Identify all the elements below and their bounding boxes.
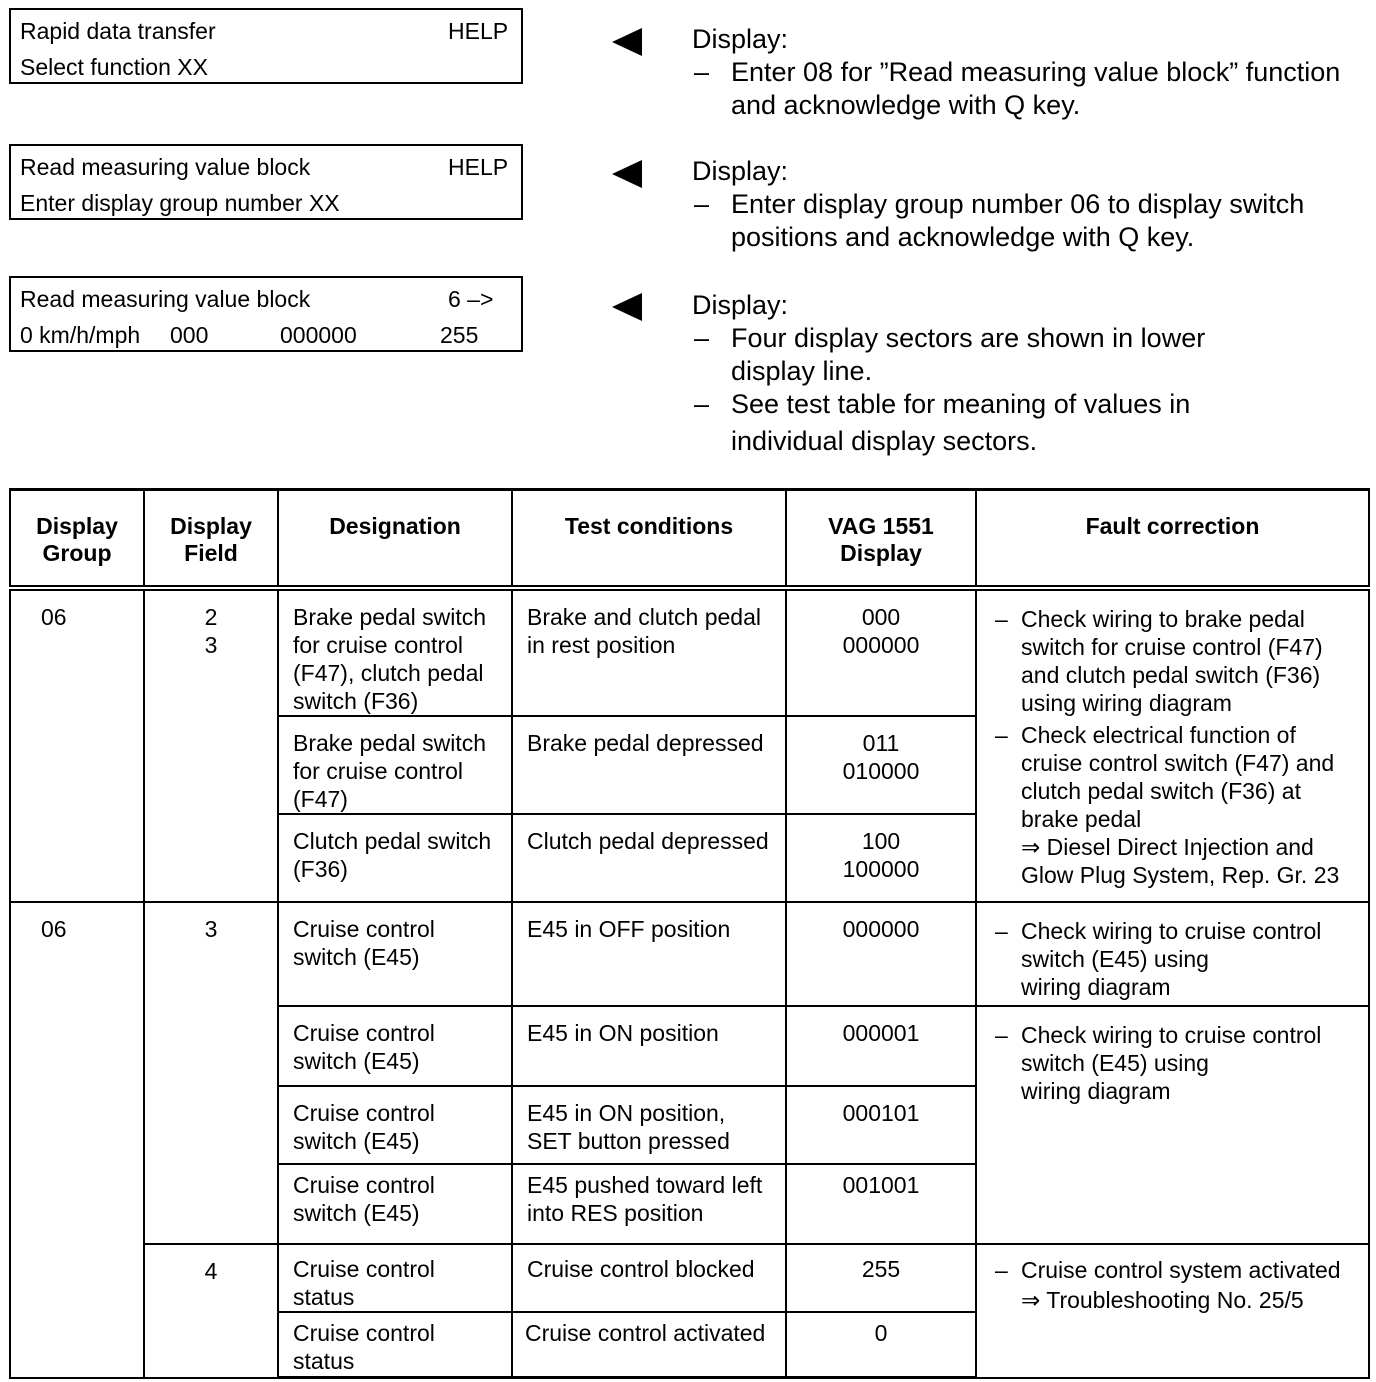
- header-display-group: Display Group: [10, 490, 144, 588]
- display-box-measuring-block: [9, 276, 523, 352]
- instruction-item: [692, 386, 1292, 460]
- cell-designation: Cruise control switch (E45): [278, 1006, 512, 1086]
- display-help: HELP: [448, 18, 509, 44]
- instruction-block-2: [692, 155, 1372, 254]
- instruction-text: See test table for meaning of values in individual display sectors.: [731, 389, 1191, 456]
- display-sector-4: 255: [440, 322, 479, 348]
- table-header-row: [10, 490, 1369, 588]
- instruction-text: Enter 08 for ”Read measuring value block” function and acknowledge with Q key.: [731, 57, 1341, 120]
- cell-fault-correction: [976, 1244, 1369, 1378]
- cell-test-condition: Clutch pedal depressed: [512, 814, 786, 902]
- table-row: [10, 588, 1369, 716]
- dash: –: [694, 389, 710, 419]
- instruction-item: [692, 188, 1372, 254]
- display-box-select-function: [9, 8, 523, 84]
- fault-item: – Check wiring to brake pedal switch for cruise control (F47) and clutch pedal switch (F36) using wiring diagram: [995, 605, 1323, 716]
- instruction-block-1: [692, 23, 1372, 122]
- cell-vag-display: 001001: [786, 1164, 976, 1244]
- cell-display-field: 4: [144, 1244, 278, 1378]
- cell-display-field: 2 3: [144, 588, 278, 902]
- cell-test-condition: Cruise control activated: [512, 1312, 786, 1378]
- fault-reference: ⇒ Diesel Direct Injection and Glow Plug System, Rep. Gr. 23: [1021, 833, 1340, 888]
- cell-designation: Brake pedal switch for cruise control (F47), clutch pedal switch (F36): [278, 588, 512, 716]
- instruction-item: [692, 56, 1372, 122]
- cell-vag-display: 011 010000: [786, 716, 976, 814]
- display-line2: Select function XX: [20, 54, 208, 80]
- table-row: [10, 902, 1369, 1006]
- cell-designation: Cruise control switch (E45): [278, 1086, 512, 1164]
- display-line1: Rapid data transfer: [20, 18, 216, 44]
- header-display-field: Display Field: [144, 490, 278, 588]
- dash: –: [694, 323, 710, 353]
- cell-designation: Cruise control status: [278, 1244, 512, 1312]
- cell-test-condition: Cruise control blocked: [512, 1244, 786, 1312]
- cell-fault-correction: [976, 902, 1369, 1006]
- instruction-block-3: [692, 289, 1292, 460]
- cell-fault-correction: [976, 588, 1369, 902]
- table-row: [10, 1244, 1369, 1312]
- instruction-item: [692, 322, 1292, 388]
- fault-item: – Check electrical function of cruise control switch (F47) and clutch pedal switch (F36) at brake pedal ⇒ Diesel Direct Injection and Glow Plug System, Rep. Gr. 23: [991, 721, 1360, 889]
- cell-test-condition: E45 in OFF position: [512, 902, 786, 1006]
- fault-item: – Check wiring to cruise control switch (E45) using wiring diagram: [995, 917, 1322, 1000]
- cell-designation: Cruise control switch (E45): [278, 1164, 512, 1244]
- instruction-heading: Display:: [692, 24, 789, 54]
- cell-display-group: 06: [10, 588, 144, 902]
- header-vag-display: VAG 1551 Display: [786, 490, 976, 588]
- cell-designation: Brake pedal switch for cruise control (F47): [278, 716, 512, 814]
- cell-test-condition: E45 in ON position, SET button pressed: [512, 1086, 786, 1164]
- cell-test-condition: Brake pedal depressed: [512, 716, 786, 814]
- dash: –: [694, 189, 710, 219]
- cell-vag-display: 000000: [786, 902, 976, 1006]
- display-line1: Read measuring value block: [20, 154, 311, 180]
- display-group-indicator: 6 –>: [448, 286, 494, 312]
- instruction-text: Four display sectors are shown in lower display line.: [731, 323, 1206, 386]
- cell-test-condition: Brake and clutch pedal in rest position: [512, 588, 786, 716]
- pointer-arrow-icon: [612, 160, 642, 188]
- cell-vag-display: 100 100000: [786, 814, 976, 902]
- pointer-arrow-icon: [612, 28, 642, 56]
- header-designation: Designation: [278, 490, 512, 588]
- instruction-heading: Display:: [692, 156, 789, 186]
- cell-fault-correction: [976, 1006, 1369, 1244]
- test-table: [9, 488, 1370, 1379]
- cell-vag-display: 000101: [786, 1086, 976, 1164]
- cell-display-group: 06: [10, 902, 144, 1378]
- display-line2: Enter display group number XX: [20, 190, 340, 216]
- cell-vag-display: 0: [786, 1312, 976, 1378]
- cell-designation: Cruise control status: [278, 1312, 512, 1378]
- fault-item: – Cruise control system activated ⇒ Troubleshooting No. 25/5: [995, 1256, 1341, 1313]
- cell-display-field: 3: [144, 902, 278, 1244]
- cell-vag-display: 255: [786, 1244, 976, 1312]
- cell-designation: Clutch pedal switch (F36): [278, 814, 512, 902]
- header-test-conditions: Test conditions: [512, 490, 786, 588]
- display-sector-3: 000000: [280, 322, 357, 348]
- fault-item: – Check wiring to cruise control switch (E45) using wiring diagram: [995, 1021, 1322, 1104]
- instruction-text: Enter display group number 06 to display switch positions and acknowledge with Q key.: [731, 189, 1305, 252]
- header-fault-correction: Fault correction: [976, 490, 1369, 588]
- display-box-enter-group: [9, 144, 523, 220]
- cell-test-condition: E45 pushed toward left into RES position: [512, 1164, 786, 1244]
- display-line1: Read measuring value block: [20, 286, 311, 312]
- cell-designation: Cruise control switch (E45): [278, 902, 512, 1006]
- display-help: HELP: [448, 154, 509, 180]
- instruction-heading: Display:: [692, 290, 789, 320]
- cell-test-condition: E45 in ON position: [512, 1006, 786, 1086]
- dash: –: [694, 57, 710, 87]
- cell-vag-display: 000001: [786, 1006, 976, 1086]
- display-sector-1: 0 km/h/mph: [20, 322, 141, 348]
- cell-vag-display: 000 000000: [786, 588, 976, 716]
- pointer-arrow-icon: [612, 293, 642, 321]
- display-sector-2: 000: [170, 322, 209, 348]
